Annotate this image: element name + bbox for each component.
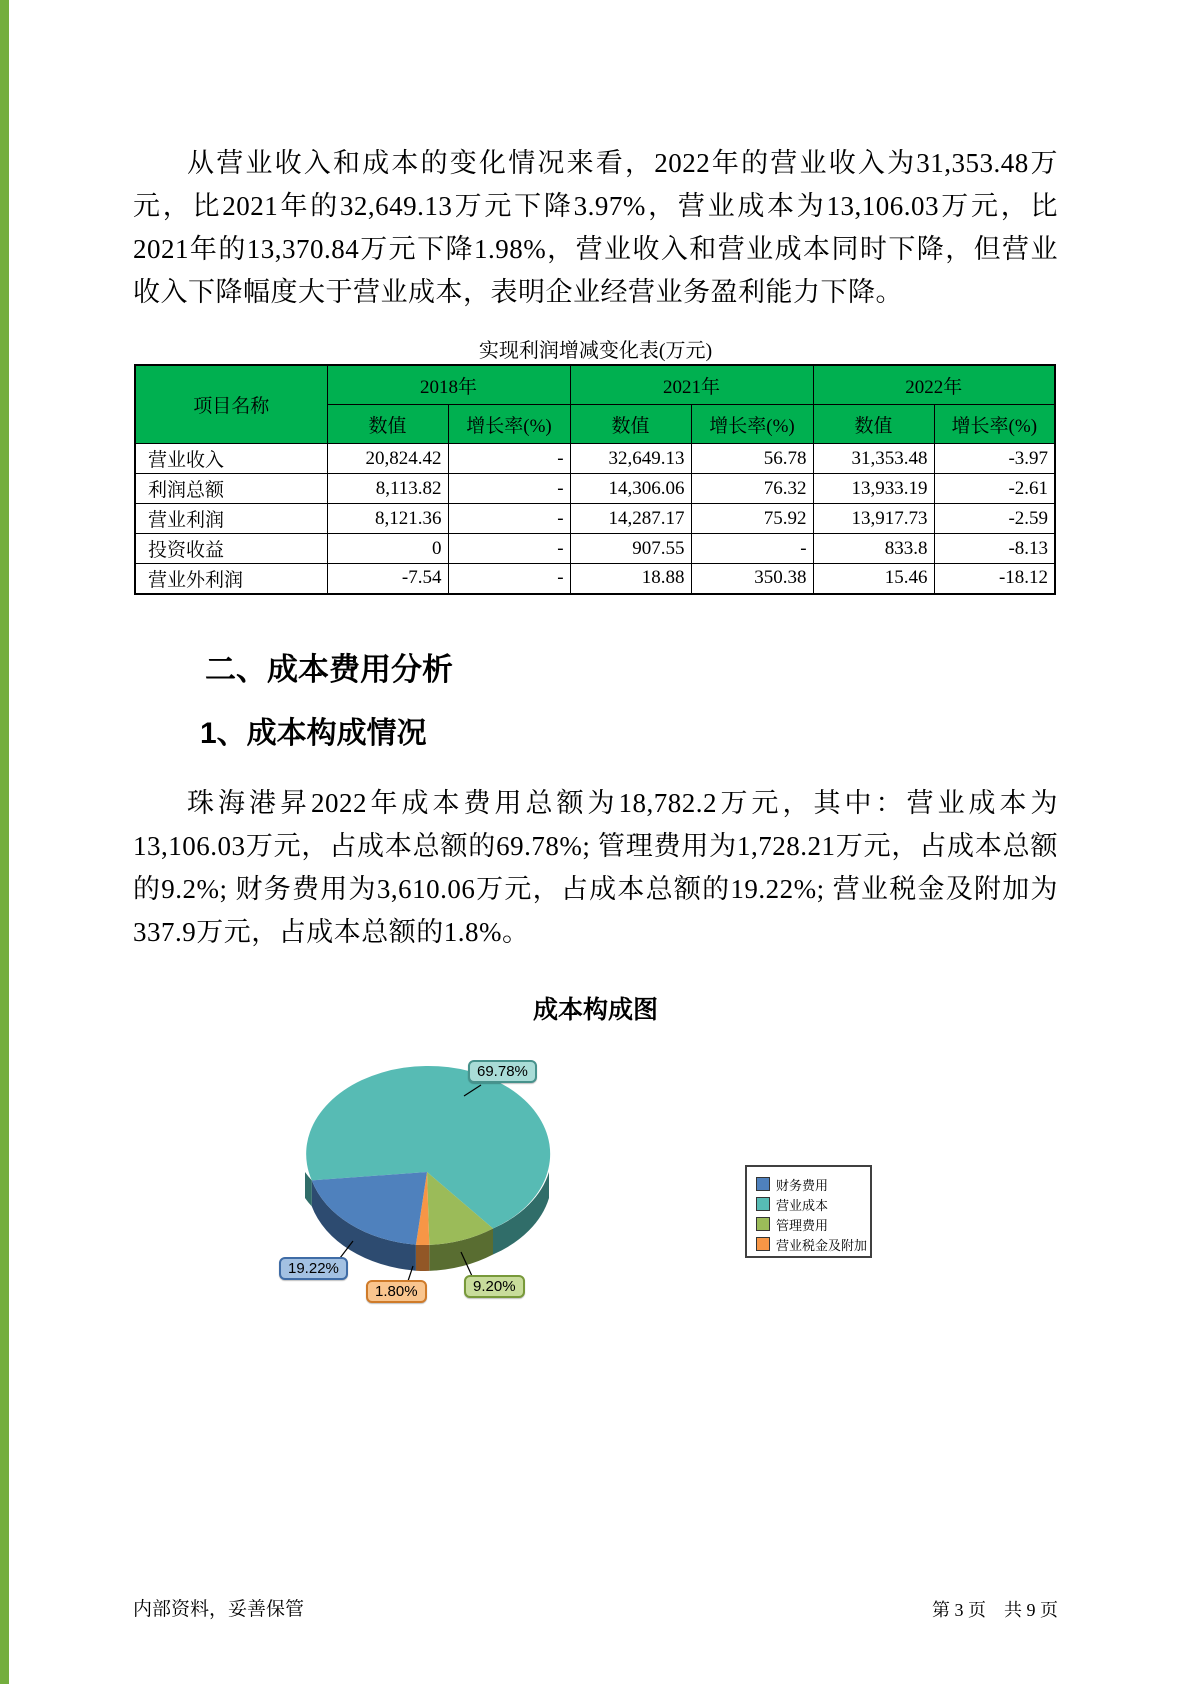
cell: 13,933.19 (813, 474, 934, 504)
cell: 18.88 (570, 564, 691, 594)
cell: 0 (327, 534, 448, 564)
cell: 907.55 (570, 534, 691, 564)
pie-wall-tax-surcharge (416, 1245, 429, 1271)
cell: 75.92 (691, 504, 813, 534)
cell: 13,917.73 (813, 504, 934, 534)
cell: -18.12 (934, 564, 1055, 594)
cell: 14,306.06 (570, 474, 691, 504)
cell: 8,121.36 (327, 504, 448, 534)
cell: - (448, 474, 570, 504)
legend-item-tax-surcharge (756, 1234, 870, 1254)
table-row (135, 474, 1055, 504)
col-header-2021: 2021年 (570, 365, 813, 405)
section-heading-cost-analysis: 二、成本费用分析 (205, 652, 453, 687)
cell: 350.38 (691, 564, 813, 594)
cell: 56.78 (691, 444, 813, 474)
table-row (135, 534, 1055, 564)
cell: - (448, 504, 570, 534)
pie-label-finance-expense: 19.22% (279, 1257, 348, 1280)
legend-swatch-blue (756, 1177, 770, 1191)
pie-label-admin-expense: 9.20% (464, 1275, 525, 1298)
legend-swatch-green (756, 1217, 770, 1231)
cell: 32,649.13 (570, 444, 691, 474)
col-header-2018: 2018年 (327, 365, 570, 405)
cell: 76.32 (691, 474, 813, 504)
pie-label-operating-cost: 69.78% (468, 1060, 537, 1083)
col-header-growth: 增长率(%) (934, 405, 1055, 444)
cell: -2.59 (934, 504, 1055, 534)
cell: -3.97 (934, 444, 1055, 474)
legend-item-operating-cost (756, 1194, 870, 1214)
col-header-2022: 2022年 (813, 365, 1055, 405)
row-label: 营业收入 (135, 444, 327, 474)
footer-confidential-note: 内部资料，妥善保管 (133, 1599, 305, 1620)
table-row (135, 444, 1055, 474)
cost-pie-chart (0, 980, 1191, 1380)
row-label: 投资收益 (135, 534, 327, 564)
page-edge-stripe (0, 0, 9, 1684)
cell: - (448, 564, 570, 594)
col-header-value: 数值 (327, 405, 448, 444)
row-label: 利润总额 (135, 474, 327, 504)
table-row (135, 564, 1055, 594)
cell: - (691, 534, 813, 564)
legend-item-admin-expense (756, 1214, 870, 1234)
cell: -2.61 (934, 474, 1055, 504)
legend-label: 营业成本 (776, 1197, 829, 1213)
income-cost-paragraph: 从营业收入和成本的变化情况来看，2022年的营业收入为31,353.48万元，比2021年的32,649.13万元下降3.97%，营业成本为13,106.03万元，比2021年的13,370.84万元下降1.98%，营业收入和营业成本同时下降，但营业收入下降幅度大于营业成本，表明企业经营业务盈利能力下降。 (133, 148, 1058, 307)
col-header-value: 数值 (813, 405, 934, 444)
cell: - (448, 534, 570, 564)
sub-heading-cost-structure: 1、成本构成情况 (200, 717, 427, 750)
cell: 31,353.48 (813, 444, 934, 474)
col-header-value: 数值 (570, 405, 691, 444)
cell: 833.8 (813, 534, 934, 564)
legend-swatch-orange (756, 1237, 770, 1251)
cell: - (448, 444, 570, 474)
legend-item-finance-expense (756, 1174, 870, 1194)
profit-table-title: 实现利润增减变化表(万元) (478, 340, 713, 362)
col-header-item-name: 项目名称 (135, 365, 327, 444)
table-row (135, 504, 1055, 534)
cell: 20,824.42 (327, 444, 448, 474)
cell: -8.13 (934, 534, 1055, 564)
row-label: 营业利润 (135, 504, 327, 534)
footer-page-number: 第 3 页 共 9 页 (932, 1600, 1058, 1620)
cell: 14,287.17 (570, 504, 691, 534)
col-header-growth: 增长率(%) (691, 405, 813, 444)
cell: 15.46 (813, 564, 934, 594)
legend-label: 营业税金及附加 (776, 1237, 868, 1253)
legend-swatch-teal (756, 1197, 770, 1211)
pie-label-tax-surcharge: 1.80% (366, 1280, 427, 1303)
cost-structure-paragraph: 珠海港昇2022年成本费用总额为18,782.2万元，其中：营业成本为13,106.03万元，占成本总额的69.78%; 管理费用为1,728.21万元，占成本总额的9.2%; 财务费用为3,610.06万元，占成本总额的19.22%; 营业税金及附加为337.9万元，占成本总额的1.8%。 (133, 788, 1058, 947)
profit-change-table (134, 364, 1056, 595)
col-header-growth: 增长率(%) (448, 405, 570, 444)
chart-legend (745, 1165, 872, 1258)
cell: -7.54 (327, 564, 448, 594)
legend-label: 管理费用 (776, 1217, 829, 1233)
cell: 8,113.82 (327, 474, 448, 504)
chart-title: 成本构成图 (532, 997, 658, 1024)
row-label: 营业外利润 (135, 564, 327, 594)
legend-label: 财务费用 (776, 1177, 829, 1193)
